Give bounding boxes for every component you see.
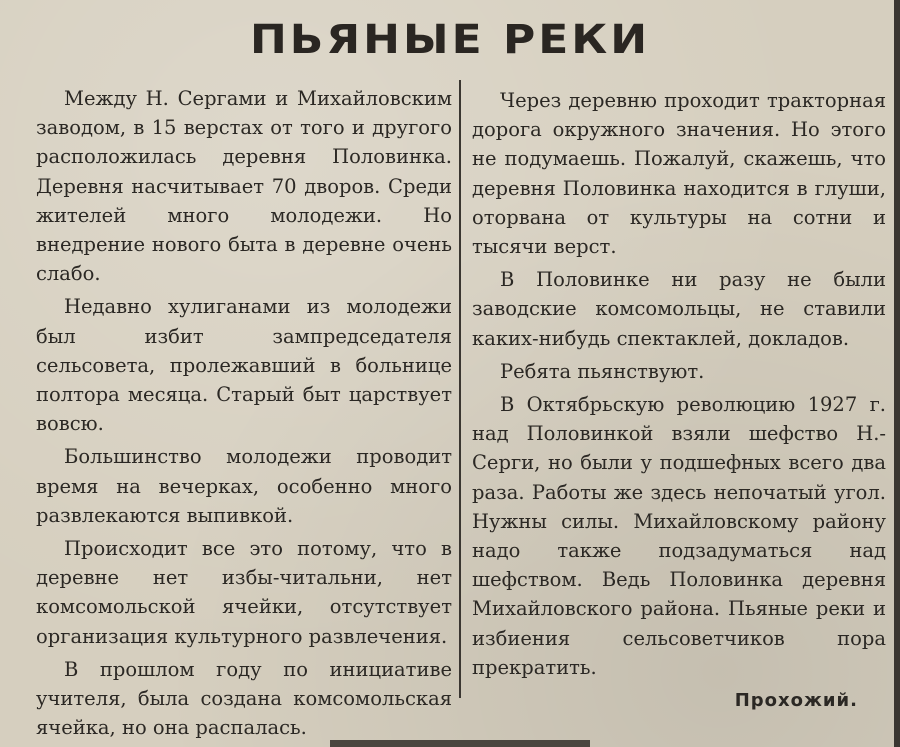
article-headline: ПЬЯНЫЕ РЕКИ bbox=[249, 16, 651, 63]
author-signature: Прохожий. bbox=[734, 690, 858, 711]
paragraph: Через деревню проходит тракторная дорога окружного значения. Но этого не подумаешь. Пожалуй, скажешь, что деревня Половинка находится в глуши, оторвана от культуры на сотни и тысячи верст. bbox=[472, 89, 886, 259]
paragraph: Происходит все это потому, что в деревне нет избы-читальни, нет комсомольской ячейки, отсутствует организация культурного развлечения. bbox=[36, 537, 452, 648]
paragraph: Между Н. Сергами и Михайловским заводом, в 15 верстах от того и другого расположилась деревня Половинка. Деревня насчитывает 70 дворов. Среди жителей много молодежи. Но внедрение нового быта в деревне очень слабо. bbox=[36, 87, 452, 286]
left-column bbox=[36, 84, 452, 746]
paragraph: В прошлом году по инициативе учителя, была создана комсомольская ячейка, но она распалась. bbox=[36, 657, 452, 740]
paragraph: Большинство молодежи проводит время на вечерках, особенно много развлекаются выпивкой. bbox=[36, 445, 452, 527]
paragraph: В Октябрьскую революцию 1927 г. над Половинкой взяли шефство Н.-Серги, но были у подшефных всего два раза. Работы же здесь непочатый угол. Нужны силы. Михайловскому району надо также подзадуматься над шефством. Ведь Половинка деревня Михайловского района. Пьяные реки и избиения сельсоветчиков пора прекратить. bbox=[472, 393, 886, 679]
paragraph: В Половинке ни разу не были заводские комсомольцы, не ставили каких-нибудь спектаклей, докладов. bbox=[472, 268, 886, 350]
paragraph: Ребята пьянствуют. bbox=[500, 359, 705, 383]
page-edge bbox=[894, 0, 900, 747]
column-divider bbox=[459, 80, 461, 698]
right-column bbox=[472, 86, 886, 686]
paragraph: Недавно хулиганами из молодежи был избит зампредседателя сельсовета, пролежавший в больнице полтора месяца. Старый быт царствует вовсю. bbox=[36, 295, 452, 436]
bottom-rule bbox=[330, 740, 590, 747]
